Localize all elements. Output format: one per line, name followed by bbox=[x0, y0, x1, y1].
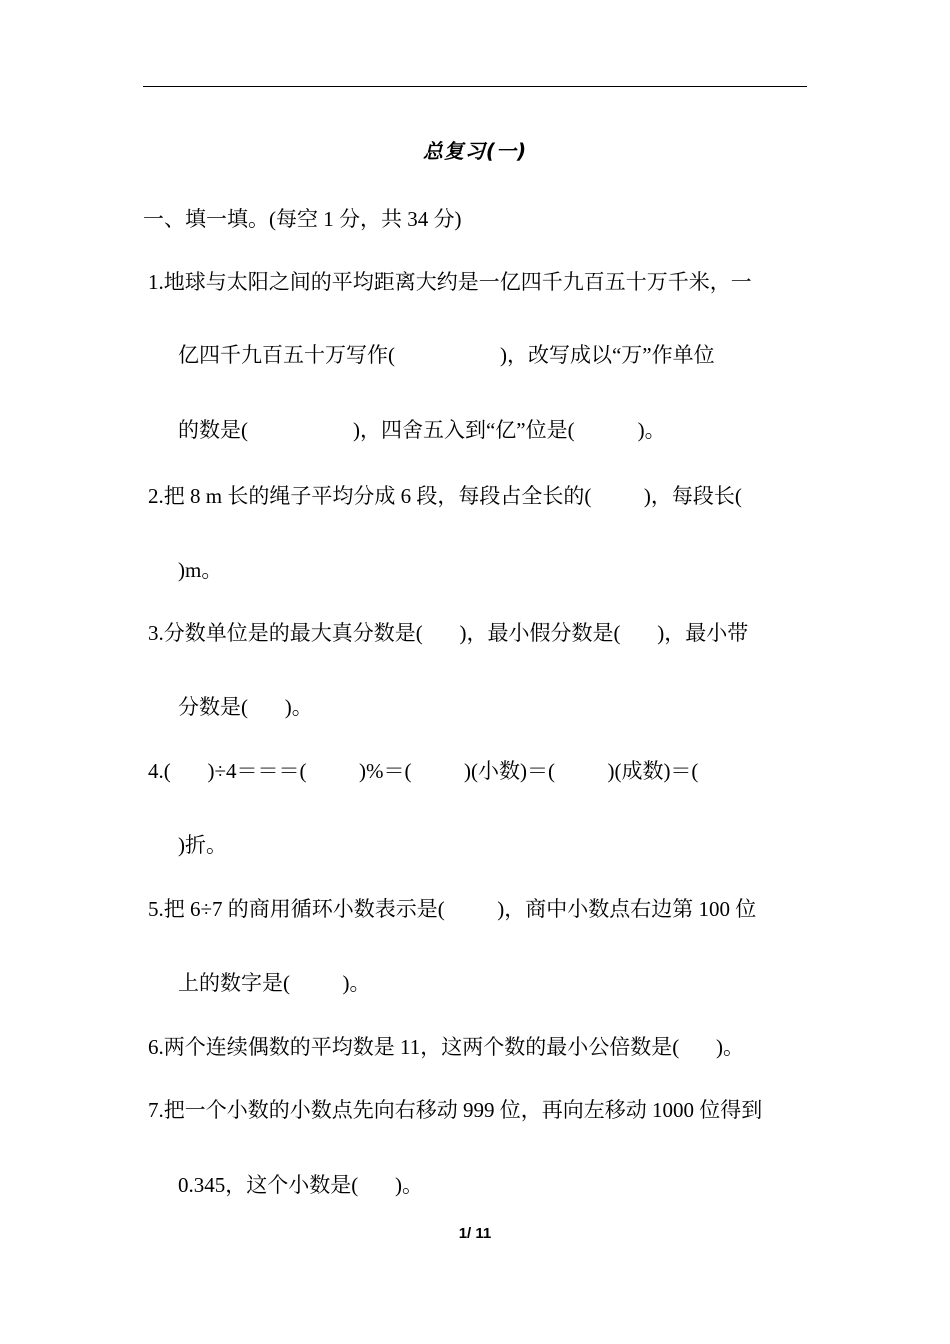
page-title: 总复习(一) bbox=[422, 139, 528, 163]
header-rule bbox=[143, 86, 807, 87]
question-3-line-2: 分数是( )。 bbox=[178, 695, 313, 719]
question-4-line-1: 4.( )÷4＝＝＝( )%＝( )(小数)＝( )(成数)＝( bbox=[148, 759, 699, 783]
question-2-line-1: 2.把 8 m 长的绳子平均分成 6 段，每段占全长的( )，每段长( bbox=[148, 484, 742, 508]
page-number: 1/ 11 bbox=[458, 1225, 492, 1242]
question-2-line-2: )m。 bbox=[178, 558, 223, 582]
question-5-line-2: 上的数字是( )。 bbox=[178, 971, 371, 995]
question-7-line-2: 0.345，这个小数是( )。 bbox=[178, 1173, 423, 1197]
question-1-line-3: 的数是( )，四舍五入到“亿”位是( )。 bbox=[178, 418, 666, 442]
question-1-line-2: 亿四千九百五十万写作( )，改写成以“万”作单位 bbox=[178, 343, 715, 367]
question-3-line-1: 3.分数单位是的最大真分数是( )，最小假分数是( )，最小带 bbox=[148, 621, 749, 645]
section-heading: 一、填一填。(每空 1 分，共 34 分) bbox=[143, 207, 462, 231]
question-5-line-1: 5.把 6÷7 的商用循环小数表示是( )，商中小数点右边第 100 位 bbox=[148, 897, 757, 921]
question-4-line-2: )折。 bbox=[178, 833, 227, 857]
question-1-line-1: 1.地球与太阳之间的平均距离大约是一亿四千九百五十万千米，一 bbox=[148, 270, 752, 294]
question-6-line-1: 6.两个连续偶数的平均数是 11，这两个数的最小公倍数是( )。 bbox=[148, 1035, 744, 1059]
question-7-line-1: 7.把一个小数的小数点先向右移动 999 位，再向左移动 1000 位得到 bbox=[148, 1098, 763, 1122]
